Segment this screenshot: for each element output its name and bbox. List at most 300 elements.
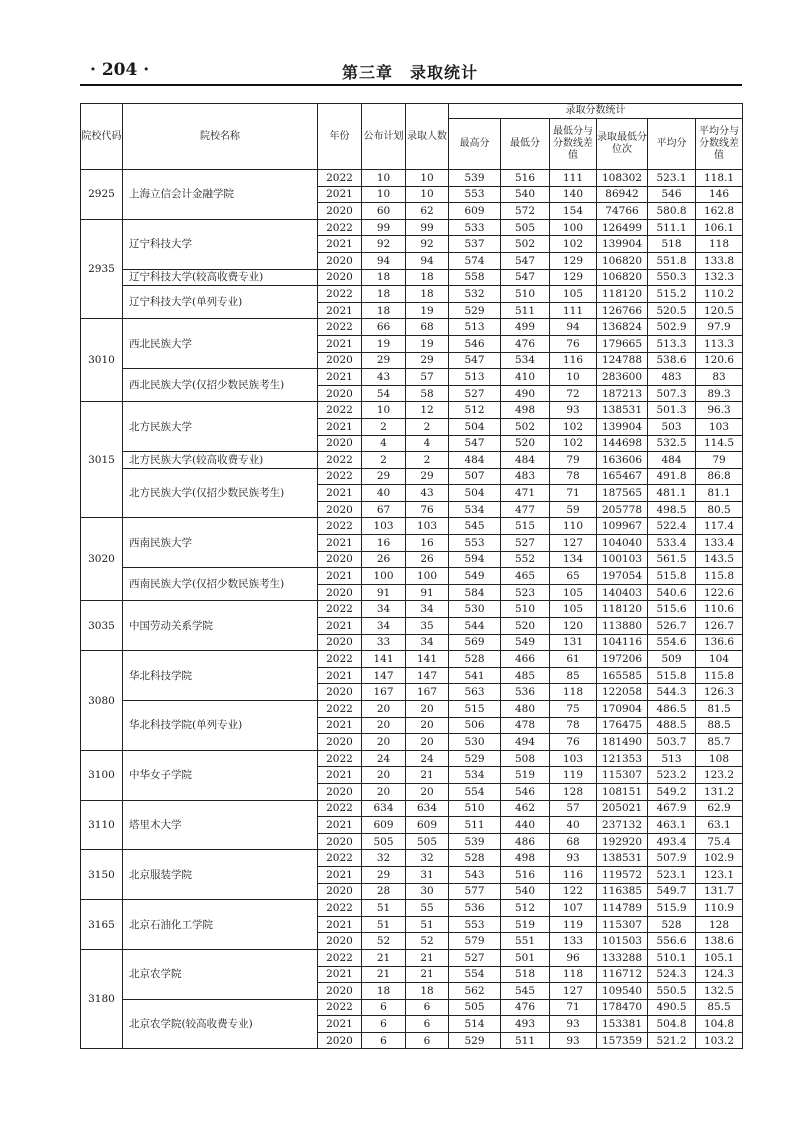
cell-avg: 533.4: [648, 535, 696, 552]
cell-min-diff: 119: [550, 767, 597, 784]
cell-rank: 178470: [597, 999, 648, 1016]
institution-name: 北京农学院(较高收费专业): [123, 999, 318, 1049]
cell-year: 2021: [318, 767, 362, 784]
table-row: [81, 601, 743, 618]
cell-avg-diff: 138.6: [696, 933, 743, 950]
cell-admitted: 10: [406, 170, 449, 187]
cell-min-diff: 131: [550, 634, 597, 651]
table-row: [81, 319, 743, 336]
institution-name: 华北科技学院(单列专业): [123, 701, 318, 751]
cell-min: 519: [501, 767, 550, 784]
cell-max: 533: [449, 219, 501, 236]
cell-year: 2022: [318, 518, 362, 535]
cell-min-diff: 102: [550, 435, 597, 452]
cell-plan: 66: [362, 319, 406, 336]
cell-year: 2021: [318, 302, 362, 319]
cell-plan: 94: [362, 252, 406, 269]
table-row: [81, 452, 743, 469]
cell-avg: 550.3: [648, 269, 696, 286]
cell-year: 2020: [318, 883, 362, 900]
cell-year: 2022: [318, 949, 362, 966]
cell-avg-diff: 80.5: [696, 501, 743, 518]
cell-min-diff: 103: [550, 750, 597, 767]
cell-rank: 109540: [597, 983, 648, 1000]
institution-name: 西南民族大学(仅招少数民族考生): [123, 568, 318, 601]
cell-admitted: 24: [406, 750, 449, 767]
cell-plan: 20: [362, 734, 406, 751]
cell-year: 2020: [318, 734, 362, 751]
institution-code: 2935: [81, 219, 123, 319]
cell-year: 2022: [318, 601, 362, 618]
cell-avg-diff: 89.3: [696, 385, 743, 402]
cell-plan: 19: [362, 335, 406, 352]
cell-admitted: 6: [406, 1016, 449, 1033]
cell-admitted: 34: [406, 601, 449, 618]
cell-min-diff: 116: [550, 866, 597, 883]
table-row: [81, 651, 743, 668]
cell-min: 493: [501, 1016, 550, 1033]
cell-rank: 165585: [597, 667, 648, 684]
cell-rank: 114789: [597, 900, 648, 917]
cell-avg: 509: [648, 651, 696, 668]
cell-avg-diff: 106.1: [696, 219, 743, 236]
cell-plan: 29: [362, 866, 406, 883]
header-min-diff: 最低分与分数线差值: [550, 119, 597, 170]
cell-avg-diff: 96.3: [696, 402, 743, 419]
cell-min-diff: 72: [550, 385, 597, 402]
cell-max: 506: [449, 717, 501, 734]
cell-plan: 505: [362, 833, 406, 850]
institution-name: 西北民族大学: [123, 319, 318, 369]
cell-plan: 24: [362, 750, 406, 767]
institution-name: 上海立信会计金融学院: [123, 170, 318, 220]
cell-avg-diff: 123.1: [696, 866, 743, 883]
cell-admitted: 58: [406, 385, 449, 402]
header-max: 最高分: [449, 119, 501, 170]
cell-min-diff: 10: [550, 369, 597, 386]
cell-min-diff: 120: [550, 618, 597, 635]
cell-avg-diff: 122.6: [696, 584, 743, 601]
cell-admitted: 57: [406, 369, 449, 386]
cell-rank: 108302: [597, 170, 648, 187]
cell-plan: 6: [362, 1016, 406, 1033]
cell-admitted: 2: [406, 418, 449, 435]
cell-min-diff: 154: [550, 203, 597, 220]
cell-min: 527: [501, 535, 550, 552]
cell-rank: 138531: [597, 850, 648, 867]
cell-rank: 108151: [597, 783, 648, 800]
cell-admitted: 4: [406, 435, 449, 452]
cell-rank: 106820: [597, 269, 648, 286]
cell-year: 2021: [318, 717, 362, 734]
cell-min-diff: 96: [550, 949, 597, 966]
cell-max: 609: [449, 203, 501, 220]
cell-admitted: 29: [406, 468, 449, 485]
cell-year: 2020: [318, 269, 362, 286]
institution-code: 2925: [81, 170, 123, 220]
institution-name: 中华女子学院: [123, 750, 318, 800]
cell-avg-diff: 131.7: [696, 883, 743, 900]
cell-max: 545: [449, 518, 501, 535]
cell-admitted: 91: [406, 584, 449, 601]
cell-avg-diff: 136.6: [696, 634, 743, 651]
cell-min: 501: [501, 949, 550, 966]
cell-avg-diff: 124.3: [696, 966, 743, 983]
cell-plan: 67: [362, 501, 406, 518]
cell-avg-diff: 75.4: [696, 833, 743, 850]
cell-min: 512: [501, 900, 550, 917]
cell-rank: 119572: [597, 866, 648, 883]
cell-min: 498: [501, 402, 550, 419]
cell-min-diff: 102: [550, 236, 597, 253]
cell-rank: 205778: [597, 501, 648, 518]
institution-code: 3180: [81, 949, 123, 1049]
cell-rank: 181490: [597, 734, 648, 751]
cell-admitted: 634: [406, 800, 449, 817]
cell-avg: 549.7: [648, 883, 696, 900]
cell-max: 549: [449, 568, 501, 585]
cell-max: 507: [449, 468, 501, 485]
cell-rank: 139904: [597, 236, 648, 253]
cell-rank: 118120: [597, 601, 648, 618]
cell-admitted: 141: [406, 651, 449, 668]
cell-max: 484: [449, 452, 501, 469]
cell-avg-diff: 146: [696, 186, 743, 203]
cell-min: 410: [501, 369, 550, 386]
cell-year: 2020: [318, 983, 362, 1000]
cell-plan: 10: [362, 170, 406, 187]
cell-plan: 20: [362, 783, 406, 800]
cell-max: 558: [449, 269, 501, 286]
page-header: [80, 58, 740, 84]
cell-avg: 498.5: [648, 501, 696, 518]
cell-min-diff: 134: [550, 551, 597, 568]
cell-min: 486: [501, 833, 550, 850]
cell-avg-diff: 104.8: [696, 1016, 743, 1033]
cell-max: 532: [449, 286, 501, 303]
cell-plan: 34: [362, 618, 406, 635]
cell-year: 2020: [318, 435, 362, 452]
cell-avg-diff: 162.8: [696, 203, 743, 220]
cell-rank: 165467: [597, 468, 648, 485]
cell-min-diff: 105: [550, 584, 597, 601]
cell-min-diff: 127: [550, 535, 597, 552]
institution-code: 3165: [81, 900, 123, 950]
cell-rank: 283600: [597, 369, 648, 386]
cell-rank: 170904: [597, 701, 648, 718]
table-row: [81, 219, 743, 236]
cell-min-diff: 61: [550, 651, 597, 668]
cell-admitted: 18: [406, 269, 449, 286]
cell-rank: 86942: [597, 186, 648, 203]
cell-max: 530: [449, 734, 501, 751]
cell-min: 471: [501, 485, 550, 502]
cell-avg: 493.4: [648, 833, 696, 850]
cell-avg-diff: 86.8: [696, 468, 743, 485]
cell-admitted: 51: [406, 916, 449, 933]
cell-avg-diff: 102.9: [696, 850, 743, 867]
cell-min-diff: 111: [550, 170, 597, 187]
institution-code: 3035: [81, 601, 123, 651]
header-code: 院校代码: [81, 104, 123, 170]
cell-rank: 115307: [597, 916, 648, 933]
cell-year: 2020: [318, 634, 362, 651]
cell-max: 562: [449, 983, 501, 1000]
cell-rank: 136824: [597, 319, 648, 336]
cell-min-diff: 59: [550, 501, 597, 518]
cell-rank: 115307: [597, 767, 648, 784]
cell-year: 2021: [318, 236, 362, 253]
cell-max: 539: [449, 170, 501, 187]
cell-year: 2020: [318, 684, 362, 701]
institution-name: 北方民族大学(仅招少数民族考生): [123, 468, 318, 518]
cell-avg: 526.7: [648, 618, 696, 635]
cell-admitted: 68: [406, 319, 449, 336]
institution-code: 3110: [81, 800, 123, 850]
cell-avg-diff: 110.6: [696, 601, 743, 618]
cell-plan: 2: [362, 418, 406, 435]
cell-max: 554: [449, 966, 501, 983]
cell-avg-diff: 113.3: [696, 335, 743, 352]
cell-min-diff: 79: [550, 452, 597, 469]
cell-plan: 18: [362, 286, 406, 303]
cell-year: 2020: [318, 352, 362, 369]
cell-avg: 488.5: [648, 717, 696, 734]
cell-max: 553: [449, 535, 501, 552]
cell-max: 511: [449, 817, 501, 834]
cell-admitted: 18: [406, 983, 449, 1000]
cell-max: 528: [449, 850, 501, 867]
cell-min: 552: [501, 551, 550, 568]
cell-admitted: 20: [406, 734, 449, 751]
cell-min: 485: [501, 667, 550, 684]
cell-max: 527: [449, 949, 501, 966]
header-year: 年份: [318, 104, 362, 170]
cell-avg: 490.5: [648, 999, 696, 1016]
cell-year: 2022: [318, 651, 362, 668]
cell-avg: 521.2: [648, 1032, 696, 1049]
cell-max: 515: [449, 701, 501, 718]
cell-min: 499: [501, 319, 550, 336]
cell-avg-diff: 81.1: [696, 485, 743, 502]
cell-admitted: 10: [406, 186, 449, 203]
cell-max: 529: [449, 1032, 501, 1049]
cell-min-diff: 75: [550, 701, 597, 718]
cell-plan: 167: [362, 684, 406, 701]
institution-name: 华北科技学院: [123, 651, 318, 701]
cell-admitted: 34: [406, 634, 449, 651]
cell-min-diff: 129: [550, 252, 597, 269]
cell-min: 505: [501, 219, 550, 236]
header-avg: 平均分: [648, 119, 696, 170]
cell-year: 2021: [318, 369, 362, 386]
cell-admitted: 20: [406, 717, 449, 734]
header-rank: 录取最低分位次: [597, 119, 648, 170]
cell-min-diff: 94: [550, 319, 597, 336]
cell-avg: 532.5: [648, 435, 696, 452]
cell-min: 477: [501, 501, 550, 518]
cell-year: 2022: [318, 468, 362, 485]
cell-year: 2020: [318, 551, 362, 568]
cell-plan: 20: [362, 701, 406, 718]
header-avg-diff: 平均分与分数线差值: [696, 119, 743, 170]
table-row: [81, 286, 743, 303]
cell-min: 502: [501, 236, 550, 253]
cell-admitted: 100: [406, 568, 449, 585]
cell-year: 2020: [318, 203, 362, 220]
cell-min-diff: 93: [550, 402, 597, 419]
cell-rank: 116712: [597, 966, 648, 983]
cell-plan: 609: [362, 817, 406, 834]
cell-admitted: 35: [406, 618, 449, 635]
cell-rank: 118120: [597, 286, 648, 303]
cell-avg: 513.3: [648, 335, 696, 352]
cell-avg-diff: 115.8: [696, 568, 743, 585]
cell-avg-diff: 105.1: [696, 949, 743, 966]
cell-plan: 40: [362, 485, 406, 502]
cell-admitted: 6: [406, 1032, 449, 1049]
cell-admitted: 2: [406, 452, 449, 469]
cell-plan: 103: [362, 518, 406, 535]
cell-year: 2022: [318, 286, 362, 303]
cell-avg-diff: 114.5: [696, 435, 743, 452]
cell-avg-diff: 97.9: [696, 319, 743, 336]
cell-min: 510: [501, 286, 550, 303]
cell-max: 579: [449, 933, 501, 950]
cell-min-diff: 116: [550, 352, 597, 369]
cell-max: 544: [449, 618, 501, 635]
cell-plan: 51: [362, 900, 406, 917]
cell-year: 2021: [318, 568, 362, 585]
cell-min-diff: 65: [550, 568, 597, 585]
cell-max: 584: [449, 584, 501, 601]
table-row: [81, 900, 743, 917]
institution-code: 3010: [81, 319, 123, 402]
cell-avg-diff: 63.1: [696, 817, 743, 834]
header-plan: 公布计划: [362, 104, 406, 170]
cell-max: 541: [449, 667, 501, 684]
cell-min: 476: [501, 999, 550, 1016]
cell-min: 465: [501, 568, 550, 585]
cell-avg: 520.5: [648, 302, 696, 319]
table-row: [81, 518, 743, 535]
cell-admitted: 76: [406, 501, 449, 518]
cell-avg: 484: [648, 452, 696, 469]
institution-name: 辽宁科技大学(单列专业): [123, 286, 318, 319]
institution-code: 3080: [81, 651, 123, 751]
table-row: [81, 800, 743, 817]
cell-min: 490: [501, 385, 550, 402]
cell-plan: 29: [362, 468, 406, 485]
cell-year: 2021: [318, 866, 362, 883]
cell-min: 540: [501, 186, 550, 203]
cell-max: 512: [449, 402, 501, 419]
cell-min: 498: [501, 850, 550, 867]
cell-year: 2020: [318, 385, 362, 402]
cell-admitted: 43: [406, 485, 449, 502]
cell-admitted: 20: [406, 701, 449, 718]
institution-code: 3020: [81, 518, 123, 601]
cell-min: 518: [501, 966, 550, 983]
cell-avg: 546: [648, 186, 696, 203]
cell-avg: 515.2: [648, 286, 696, 303]
cell-year: 2022: [318, 800, 362, 817]
cell-max: 547: [449, 435, 501, 452]
cell-min: 520: [501, 618, 550, 635]
institution-name: 辽宁科技大学(较高收费专业): [123, 269, 318, 286]
cell-plan: 10: [362, 186, 406, 203]
cell-admitted: 21: [406, 966, 449, 983]
cell-rank: 163606: [597, 452, 648, 469]
cell-avg: 467.9: [648, 800, 696, 817]
cell-avg-diff: 110.2: [696, 286, 743, 303]
table-row: [81, 568, 743, 585]
cell-max: 534: [449, 501, 501, 518]
cell-min-diff: 105: [550, 601, 597, 618]
cell-plan: 18: [362, 983, 406, 1000]
chapter-title: 第三章 录取统计: [341, 63, 478, 82]
cell-admitted: 62: [406, 203, 449, 220]
cell-year: 2022: [318, 452, 362, 469]
cell-min-diff: 76: [550, 734, 597, 751]
cell-avg-diff: 120.5: [696, 302, 743, 319]
table-row: [81, 402, 743, 419]
cell-plan: 21: [362, 966, 406, 983]
institution-name: 北方民族大学(较高收费专业): [123, 452, 318, 469]
cell-admitted: 19: [406, 335, 449, 352]
cell-avg-diff: 120.6: [696, 352, 743, 369]
cell-plan: 634: [362, 800, 406, 817]
cell-avg-diff: 128: [696, 916, 743, 933]
cell-plan: 18: [362, 269, 406, 286]
cell-max: 553: [449, 186, 501, 203]
cell-max: 530: [449, 601, 501, 618]
cell-rank: 237132: [597, 817, 648, 834]
cell-plan: 28: [362, 883, 406, 900]
cell-rank: 106820: [597, 252, 648, 269]
cell-min: 476: [501, 335, 550, 352]
cell-avg-diff: 131.2: [696, 783, 743, 800]
cell-plan: 147: [362, 667, 406, 684]
cell-min: 511: [501, 302, 550, 319]
cell-min: 440: [501, 817, 550, 834]
cell-plan: 6: [362, 999, 406, 1016]
cell-year: 2021: [318, 186, 362, 203]
cell-admitted: 32: [406, 850, 449, 867]
cell-min-diff: 107: [550, 900, 597, 917]
cell-avg: 540.6: [648, 584, 696, 601]
cell-avg-diff: 103.2: [696, 1032, 743, 1049]
cell-admitted: 52: [406, 933, 449, 950]
cell-avg: 561.5: [648, 551, 696, 568]
cell-min-diff: 93: [550, 850, 597, 867]
cell-avg-diff: 104: [696, 651, 743, 668]
cell-admitted: 29: [406, 352, 449, 369]
cell-min-diff: 133: [550, 933, 597, 950]
cell-admitted: 55: [406, 900, 449, 917]
cell-max: 505: [449, 999, 501, 1016]
cell-year: 2021: [318, 618, 362, 635]
institution-name: 北京农学院: [123, 949, 318, 999]
cell-rank: 139904: [597, 418, 648, 435]
cell-min: 534: [501, 352, 550, 369]
cell-min: 516: [501, 170, 550, 187]
cell-avg-diff: 85.7: [696, 734, 743, 751]
cell-plan: 10: [362, 402, 406, 419]
cell-max: 513: [449, 319, 501, 336]
cell-min: 523: [501, 584, 550, 601]
table-row: [81, 170, 743, 187]
